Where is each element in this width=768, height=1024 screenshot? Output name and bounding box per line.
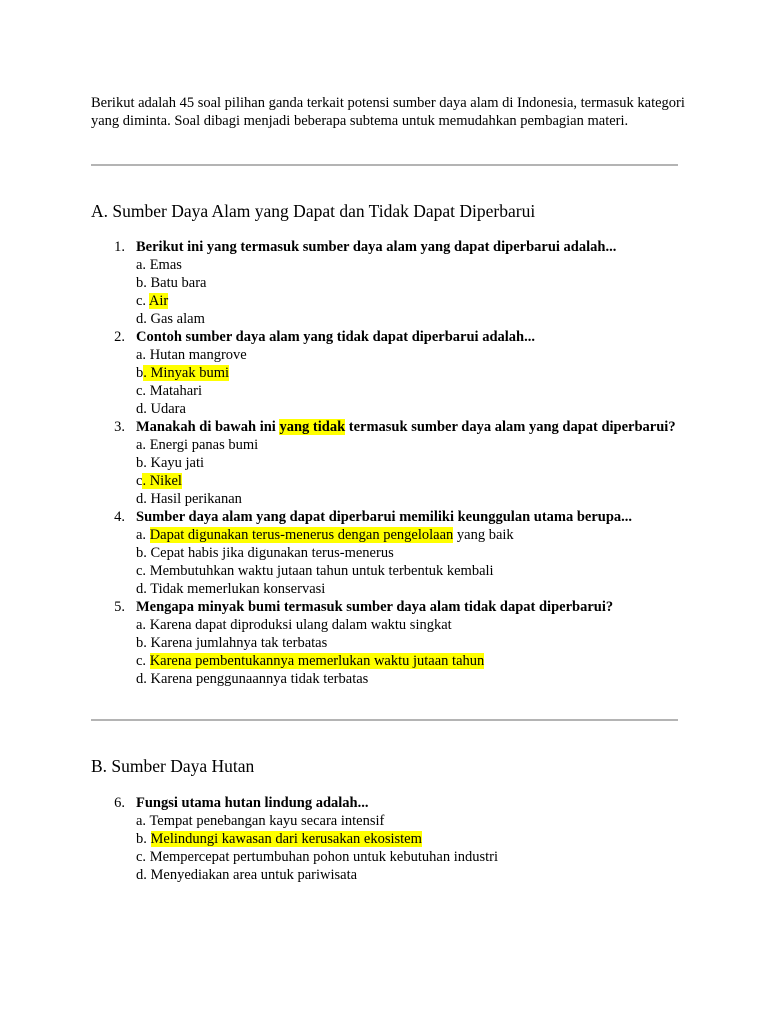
question-item <box>91 794 691 884</box>
option-text: Tempat penebangan kayu secara intensif <box>149 813 385 829</box>
answer-option <box>136 292 691 310</box>
answer-option <box>136 580 691 598</box>
option-text: Membutuhkan waktu jutaan tahun untuk terbentuk kembali <box>149 563 494 579</box>
question-number: 2. <box>114 329 125 345</box>
answer-option <box>136 400 691 418</box>
section-b-heading: B. Sumber Daya Hutan <box>91 756 255 776</box>
horizontal-rule <box>91 164 678 166</box>
highlighted-answer: Karena pembentukannya memerlukan waktu jutaan tahun <box>149 653 485 669</box>
question-text <box>136 418 691 436</box>
answer-option <box>136 346 691 364</box>
question-text: Berikut ini yang termasuk sumber daya alam yang dapat diperbarui adalah... <box>136 239 617 255</box>
option-prefix: b. <box>136 455 151 471</box>
highlighted-answer: . Minyak bumi <box>143 365 230 381</box>
question-item <box>91 328 691 418</box>
option-prefix: b. <box>136 545 151 561</box>
option-text: Mempercepat pertumbuhan pohon untuk kebutuhan industri <box>149 849 499 865</box>
option-text: Gas alam <box>150 311 205 327</box>
question-text-part: termasuk sumber daya alam yang dapat diperbarui? <box>345 419 676 435</box>
question-item <box>91 598 691 688</box>
answer-option <box>136 256 691 274</box>
question-text-part: Manakah di bawah ini <box>136 419 280 435</box>
option-prefix: c. <box>136 849 150 865</box>
answer-option <box>136 544 691 562</box>
option-prefix: a. <box>136 813 150 829</box>
option-text: Emas <box>149 257 182 273</box>
option-text: Menyediakan area untuk pariwisata <box>150 867 358 883</box>
option-prefix: d. <box>136 311 151 327</box>
option-prefix: c. <box>136 383 150 399</box>
question-number: 1. <box>114 239 125 255</box>
question-text: Sumber daya alam yang dapat diperbarui memiliki keunggulan utama berupa... <box>136 509 633 525</box>
answer-option <box>136 382 691 400</box>
option-text: Batu bara <box>150 275 207 291</box>
question-number: 5. <box>114 599 125 615</box>
answer-option <box>136 830 691 848</box>
question-text: Contoh sumber daya alam yang tidak dapat diperbarui adalah... <box>136 329 535 345</box>
option-prefix: b <box>136 365 144 381</box>
section-a-question-list <box>91 238 691 688</box>
question-text: Mengapa minyak bumi termasuk sumber daya alam tidak dapat diperbarui? <box>136 599 614 615</box>
option-text: Udara <box>150 401 186 417</box>
option-prefix: d. <box>136 671 151 687</box>
section-b-question-list <box>91 794 691 884</box>
option-text: Kayu jati <box>150 455 205 471</box>
question-number: 4. <box>114 509 125 525</box>
option-prefix: b. <box>136 635 151 651</box>
highlighted-answer: Air <box>148 293 169 309</box>
answer-option <box>136 616 691 634</box>
option-prefix: d. <box>136 867 151 883</box>
option-prefix: c <box>136 473 143 489</box>
question-item <box>91 508 691 598</box>
answer-option <box>136 364 691 382</box>
answer-option <box>136 812 691 830</box>
option-prefix: b. <box>136 831 151 847</box>
option-text: Karena jumlahnya tak terbatas <box>150 635 328 651</box>
answer-option <box>136 670 691 688</box>
question-item <box>91 238 691 328</box>
horizontal-rule <box>91 719 678 721</box>
option-prefix: d. <box>136 491 151 507</box>
option-prefix: d. <box>136 581 151 597</box>
option-text: Tidak memerlukan konservasi <box>150 581 326 597</box>
highlighted-answer: Dapat digunakan terus-menerus dengan pengelolaan <box>149 527 454 543</box>
option-text: Karena penggunaannya tidak terbatas <box>150 671 369 687</box>
answer-option <box>136 436 691 454</box>
question-text: Fungsi utama hutan lindung adalah... <box>136 795 369 811</box>
answer-option <box>136 634 691 652</box>
option-prefix: a. <box>136 527 150 543</box>
highlighted-text: yang tidak <box>279 419 346 435</box>
answer-option <box>136 454 691 472</box>
option-text: Energi panas bumi <box>149 437 259 453</box>
option-prefix: a. <box>136 257 150 273</box>
highlighted-answer: . Nikel <box>142 473 182 489</box>
option-text: Matahari <box>149 383 203 399</box>
answer-option <box>136 848 691 866</box>
intro-paragraph: Berikut adalah 45 soal pilihan ganda terkait potensi sumber daya alam di Indonesia, termasuk kategori yang diminta. Soal dibagi menjadi beberapa subtema untuk memudahkan pembagian materi. <box>91 95 685 129</box>
question-number: 3. <box>114 419 125 435</box>
option-text: Hutan mangrove <box>149 347 247 363</box>
option-text: Cepat habis jika digunakan terus-menerus <box>150 545 394 561</box>
answer-option <box>136 526 691 544</box>
question-item <box>91 418 691 508</box>
answer-option <box>136 866 691 884</box>
option-prefix: d. <box>136 401 151 417</box>
option-prefix: a. <box>136 347 150 363</box>
answer-option <box>136 472 691 490</box>
answer-option <box>136 562 691 580</box>
option-prefix: a. <box>136 617 150 633</box>
highlighted-answer: Melindungi kawasan dari kerusakan ekosistem <box>150 831 422 847</box>
option-text: Karena dapat diproduksi ulang dalam waktu singkat <box>149 617 452 633</box>
option-prefix: c. <box>136 653 150 669</box>
option-text: Hasil perikanan <box>150 491 242 507</box>
answer-option <box>136 274 691 292</box>
option-prefix: c. <box>136 293 149 309</box>
option-prefix: b. <box>136 275 151 291</box>
answer-option <box>136 490 691 508</box>
option-prefix: c. <box>136 563 150 579</box>
answer-option <box>136 310 691 328</box>
option-text: yang baik <box>453 527 514 543</box>
answer-option <box>136 652 691 670</box>
section-a-heading: A. Sumber Daya Alam yang Dapat dan Tidak Dapat Diperbarui <box>91 201 536 221</box>
question-number: 6. <box>114 795 125 811</box>
option-prefix: a. <box>136 437 150 453</box>
